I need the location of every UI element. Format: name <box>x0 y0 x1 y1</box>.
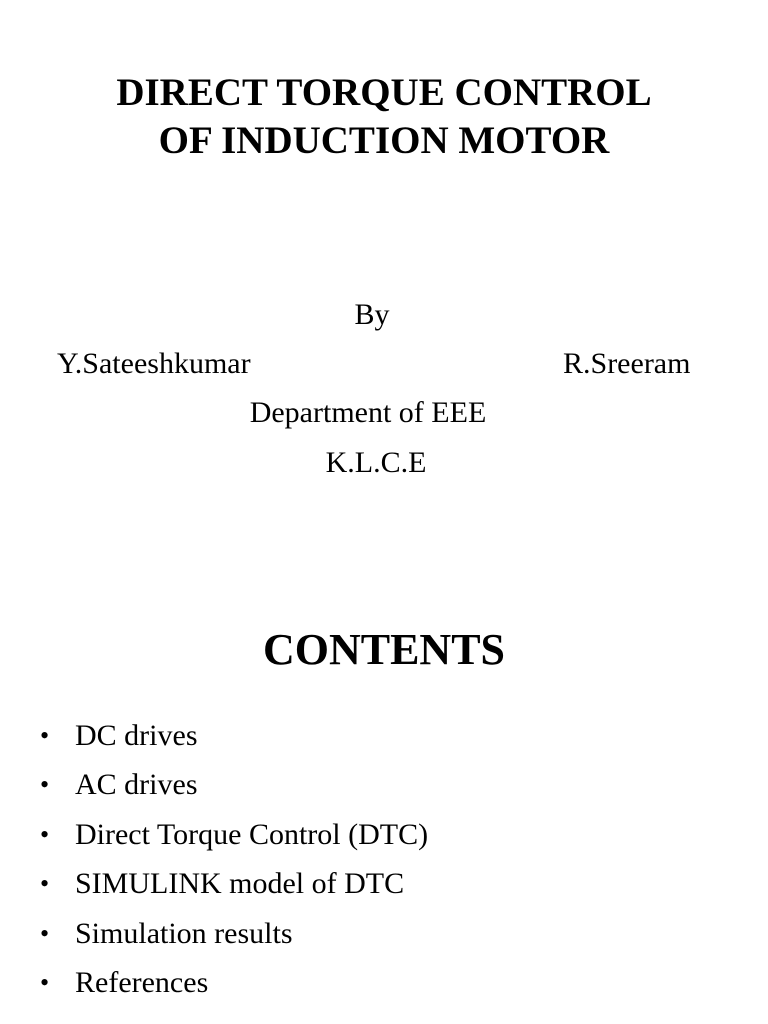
bullet-icon: • <box>40 967 50 997</box>
by-label: By <box>354 298 390 331</box>
list-item-text: Simulation results <box>75 916 293 950</box>
list-item-text: References <box>75 965 209 999</box>
author-left: Y.Sateeshkumar <box>57 347 251 380</box>
department: Department of EEE <box>249 396 487 429</box>
bullet-icon: • <box>40 869 50 899</box>
list-item-text: SIMULINK model of DTC <box>75 867 405 901</box>
presentation-title-line-1: DIRECT TORQUE CONTROL <box>116 71 652 114</box>
list-item-text: AC drives <box>75 768 198 802</box>
list-item-text: Direct Torque Control (DTC) <box>75 817 429 851</box>
presentation-title-line-2: OF INDUCTION MOTOR <box>158 119 610 162</box>
bullet-icon: • <box>40 819 50 849</box>
author-right: R.Sreeram <box>563 347 691 380</box>
bullet-icon: • <box>40 721 50 750</box>
bullet-icon: • <box>40 918 50 948</box>
bullet-icon: • <box>40 770 50 800</box>
college-name: K.L.C.E <box>325 446 427 479</box>
contents-heading: CONTENTS <box>262 625 506 674</box>
list-item-text: DC drives <box>75 719 198 752</box>
